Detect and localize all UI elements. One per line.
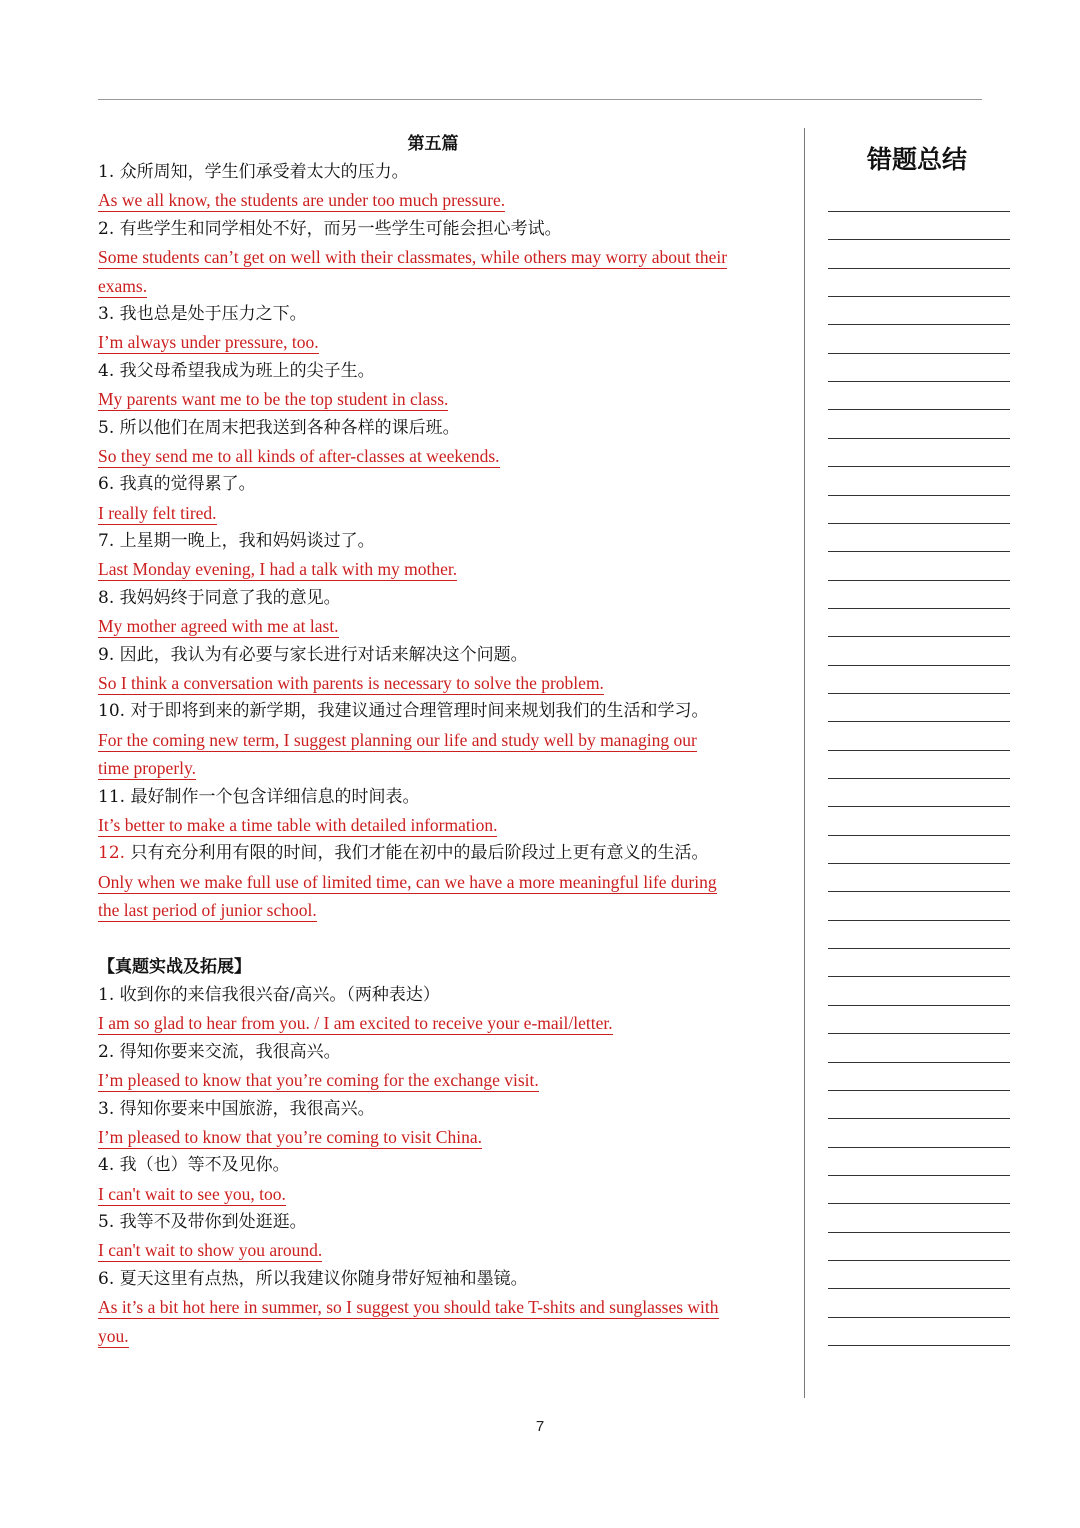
- question-line: [98, 215, 788, 243]
- question-text: 得知你要来交流，我很高兴。: [119, 1041, 341, 1062]
- question-number: 9.: [98, 644, 120, 665]
- question-text: 对于即将到来的新学期，我建议通过合理管理时间来规划我们的生活和学习。: [130, 701, 709, 722]
- note-line: [828, 381, 1010, 382]
- note-line: [828, 948, 1010, 949]
- question-number: 4.: [98, 360, 120, 381]
- answer-text: I really felt tired.: [98, 502, 217, 523]
- note-line: [828, 1288, 1010, 1289]
- question-number: 12.: [98, 843, 131, 864]
- question-number: 3.: [98, 1098, 120, 1119]
- question-line: [98, 1208, 788, 1236]
- question-text: 我等不及带你到处逛逛。: [119, 1212, 307, 1233]
- answer-text: you.: [98, 1325, 129, 1346]
- question-line: [98, 1038, 788, 1066]
- note-line: [828, 1175, 1010, 1176]
- question-text: 夏天这里有点热，所以我建议你随身带好短袖和墨镜。: [119, 1268, 528, 1289]
- note-line: [828, 665, 1010, 666]
- question-text: 我也总是处于压力之下。: [119, 303, 307, 324]
- question-number: 5.: [98, 1212, 120, 1233]
- question-line: [98, 641, 788, 669]
- question-number: 5.: [98, 417, 120, 438]
- answer-text: I’m always under pressure, too.: [98, 332, 319, 353]
- answer-text: I can't wait to see you, too.: [98, 1183, 286, 1204]
- question-line: [98, 981, 788, 1009]
- note-line: [828, 891, 1010, 892]
- question-number: 4.: [98, 1155, 120, 1176]
- answer-text: My mother agreed with me at last.: [98, 616, 339, 637]
- answer-text: My parents want me to be the top student in class.: [98, 389, 449, 410]
- question-text: 上星期一晚上，我和妈妈谈过了。: [119, 531, 375, 552]
- question-line: [98, 158, 788, 186]
- answer-text: Only when we make full use of limited time, can we have a more meaningful life during: [98, 871, 717, 892]
- note-line: [828, 806, 1010, 807]
- note-line: [828, 353, 1010, 354]
- answer-line: [98, 1236, 788, 1264]
- note-line: [828, 636, 1010, 637]
- question-line: [98, 300, 788, 328]
- answer-text: So they send me to all kinds of after-classes at weekends.: [98, 445, 500, 466]
- answer-line: [98, 669, 788, 697]
- answer-line: [98, 612, 788, 640]
- answer-text: exams.: [98, 275, 148, 296]
- answer-line: [98, 1180, 788, 1208]
- note-line: [828, 1090, 1010, 1091]
- answer-text: As it’s a bit hot here in summer, so I suggest you should take T-shits and sunglasses with: [98, 1297, 719, 1318]
- note-line: [828, 239, 1010, 240]
- answer-line: [98, 499, 788, 527]
- note-line: [828, 976, 1010, 977]
- question-text: 有些学生和同学相处不好，而另一些学生可能会担心考试。: [119, 218, 562, 239]
- note-line: [828, 495, 1010, 496]
- question-text: 最好制作一个包含详细信息的时间表。: [130, 786, 420, 807]
- note-line: [828, 693, 1010, 694]
- answer-line: [98, 726, 788, 754]
- question-line: [98, 527, 788, 555]
- page-number: 7: [535, 1418, 545, 1435]
- answer-line: [98, 186, 788, 214]
- question-number: 11.: [98, 786, 131, 807]
- answer-text: I can't wait to show you around.: [98, 1240, 323, 1261]
- note-line: [828, 1147, 1010, 1148]
- question-line: [98, 839, 788, 867]
- note-line: [828, 409, 1010, 410]
- note-line: [828, 1345, 1010, 1346]
- notes-column: [828, 140, 1010, 180]
- question-number: 2.: [98, 218, 120, 239]
- exercise-list: [98, 158, 788, 925]
- answer-line: [98, 243, 788, 271]
- answer-text: the last period of junior school.: [98, 900, 317, 921]
- question-number: 2.: [98, 1041, 120, 1062]
- note-line: [828, 438, 1010, 439]
- answer-text: Last Monday evening, I had a talk with my mother.: [98, 559, 458, 580]
- note-line: [828, 466, 1010, 467]
- answer-text: Some students can’t get on well with their classmates, while others may worry about their: [98, 247, 728, 268]
- answer-line: [98, 385, 788, 413]
- answer-text: For the coming new term, I suggest planning our life and study well by managing our: [98, 729, 697, 750]
- note-line: [828, 863, 1010, 864]
- note-line: [828, 551, 1010, 552]
- answer-line: [98, 1293, 788, 1321]
- subsection-title: 【真题实战及拓展】: [98, 956, 251, 977]
- note-line: [828, 1005, 1010, 1006]
- note-line: [828, 835, 1010, 836]
- note-line: [828, 268, 1010, 269]
- question-text: 我真的觉得累了。: [119, 474, 256, 495]
- question-line: [98, 357, 788, 385]
- note-line: [828, 523, 1010, 524]
- answer-line: [98, 1009, 788, 1037]
- note-line: [828, 580, 1010, 581]
- question-number: 10.: [98, 701, 131, 722]
- note-line: [828, 324, 1010, 325]
- question-line: [98, 783, 788, 811]
- question-number: 8.: [98, 587, 120, 608]
- answer-line: [98, 1066, 788, 1094]
- answer-line: [98, 272, 788, 300]
- answer-line: [98, 896, 788, 924]
- answer-text: time properly.: [98, 758, 197, 779]
- answer-line: [98, 555, 788, 583]
- question-text: 所以他们在周末把我送到各种各样的课后班。: [119, 417, 460, 438]
- answer-text: I’m pleased to know that you’re coming for the exchange visit.: [98, 1070, 539, 1091]
- note-line: [828, 1232, 1010, 1233]
- question-line: [98, 470, 788, 498]
- note-line: [828, 1203, 1010, 1204]
- question-text: 我父母希望我成为班上的尖子生。: [119, 360, 375, 381]
- column-divider: [804, 128, 805, 1398]
- note-line: [828, 1033, 1010, 1034]
- extra-exercise-list: [98, 981, 788, 1350]
- note-line: [828, 750, 1010, 751]
- question-number: 6.: [98, 1268, 120, 1289]
- answer-line: [98, 1322, 788, 1350]
- question-text: 众所周知，学生们承受着太大的压力。: [119, 162, 409, 182]
- note-line: [828, 211, 1010, 212]
- spacer: [98, 925, 788, 953]
- question-line: [98, 584, 788, 612]
- answer-text: It’s better to make a time table with detailed information.: [98, 814, 498, 835]
- question-number: 6.: [98, 474, 120, 495]
- question-text: 因此，我认为有必要与家长进行对话来解决这个问题。: [119, 644, 528, 665]
- question-text: 只有充分利用有限的时间，我们才能在初中的最后阶段过上更有意义的生活。: [130, 843, 709, 864]
- question-line: [98, 1265, 788, 1293]
- question-text: 得知你要来中国旅游，我很高兴。: [119, 1098, 375, 1119]
- answer-line: [98, 811, 788, 839]
- question-number: 1.: [98, 984, 120, 1005]
- note-line: [828, 920, 1010, 921]
- question-line: [98, 1095, 788, 1123]
- note-line: [828, 296, 1010, 297]
- note-line: [828, 1260, 1010, 1261]
- answer-text: I’m pleased to know that you’re coming to visit China.: [98, 1126, 482, 1147]
- question-line: [98, 1151, 788, 1179]
- question-number: 7.: [98, 531, 120, 552]
- answer-line: [98, 442, 788, 470]
- note-line: [828, 1062, 1010, 1063]
- answer-line: [98, 868, 788, 896]
- question-text: 我妈妈终于同意了我的意见。: [119, 587, 341, 608]
- answer-text: I am so glad to hear from you. / I am excited to receive your e-mail/letter.: [98, 1013, 613, 1034]
- note-line: [828, 608, 1010, 609]
- main-column: [98, 130, 788, 1350]
- notes-title: 错题总结: [866, 145, 967, 174]
- note-line: [828, 721, 1010, 722]
- question-text: 收到你的来信我很兴奋/高兴。（两种表达）: [119, 984, 440, 1005]
- question-number: 3.: [98, 303, 120, 324]
- question-text: 我（也）等不及见你。: [119, 1155, 290, 1176]
- answer-text: As we all know, the students are under too much pressure.: [98, 190, 506, 211]
- answer-text: So I think a conversation with parents is necessary to solve the problem.: [98, 673, 604, 694]
- answer-line: [98, 328, 788, 356]
- answer-line: [98, 754, 788, 782]
- note-line: [828, 1118, 1010, 1119]
- question-number: 1.: [98, 162, 120, 182]
- question-line: [98, 414, 788, 442]
- question-line: [98, 697, 788, 725]
- note-line: [828, 778, 1010, 779]
- note-line: [828, 1317, 1010, 1318]
- section-title: 第五篇: [407, 134, 459, 154]
- answer-line: [98, 1123, 788, 1151]
- header-rule: [98, 99, 982, 100]
